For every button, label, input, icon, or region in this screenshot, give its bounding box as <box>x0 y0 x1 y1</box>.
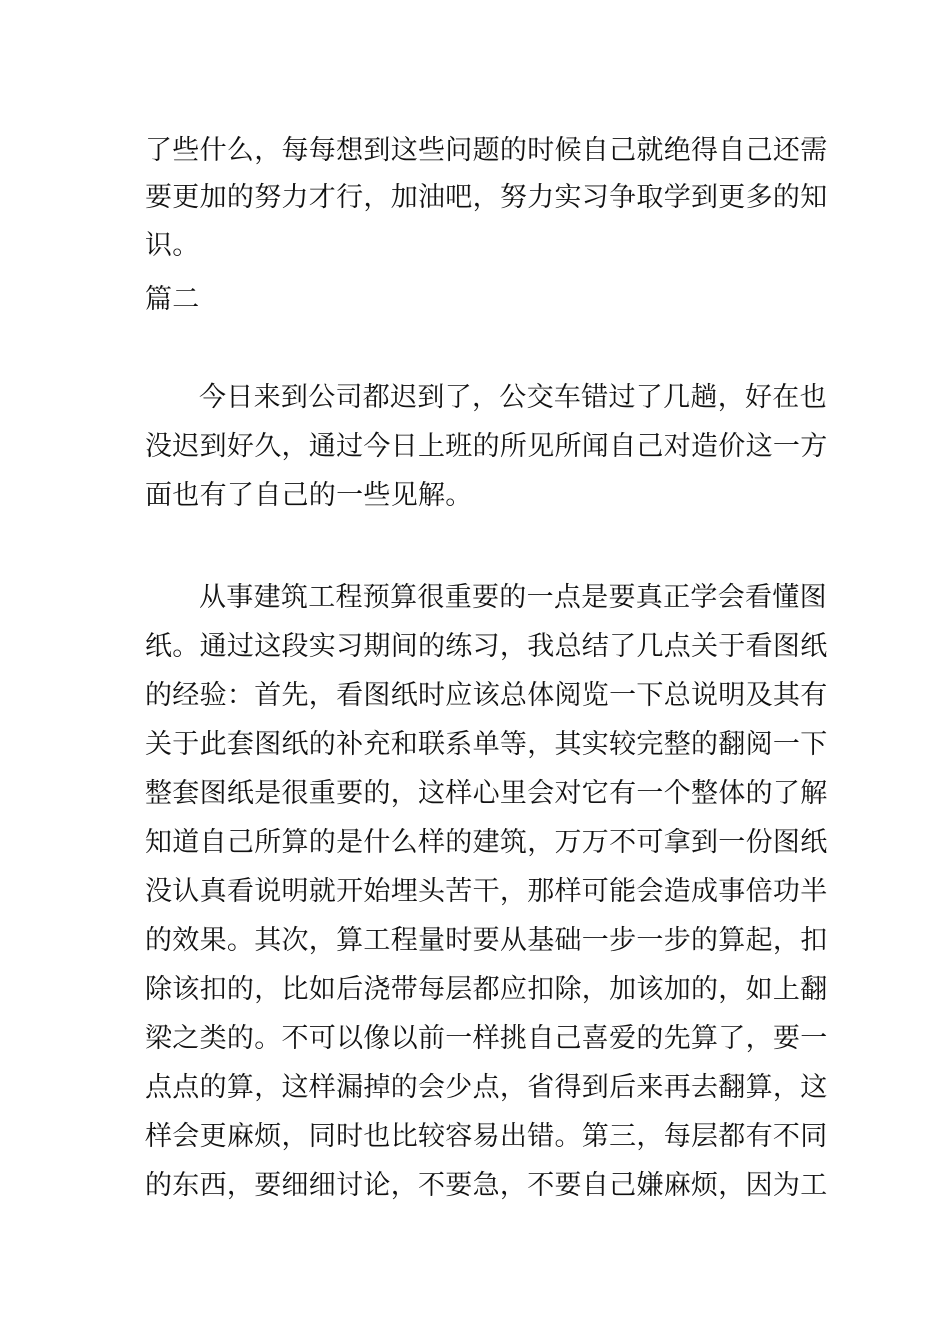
text-line: 从事建筑工程预算很重要的一点是要真正学会看懂图 <box>199 582 827 613</box>
text-line: 关于此套图纸的补充和联系单等，其实较完整的翻阅一下 <box>145 729 828 760</box>
text-line: 没认真看说明就开始埋头苦干，那样可能会造成事倍功半 <box>145 876 828 907</box>
text-line: 的东西，要细细讨论，不要急，不要自己嫌麻烦，因为工 <box>145 1170 828 1201</box>
text-line: 的经验：首先，看图纸时应该总体阅览一下总说明及其有 <box>145 680 828 711</box>
text-line: 的效果。其次，算工程量时要从基础一步一步的算起，扣 <box>145 925 828 956</box>
section-heading: 篇二 <box>145 284 200 315</box>
text-line: 样会更麻烦，同时也比较容易出错。第三，每层都有不同 <box>145 1121 828 1152</box>
text-line: 面也有了自己的一些见解。 <box>145 480 473 511</box>
text-line: 要更加的努力才行，加油吧，努力实习争取学到更多的知 <box>145 182 828 213</box>
text-line: 今日来到公司都迟到了，公交车错过了几趟，好在也 <box>199 382 827 413</box>
text-line: 了些什么，每每想到这些问题的时候自己就绝得自己还需 <box>145 135 828 166</box>
text-line: 没迟到好久，通过今日上班的所见所闻自己对造价这一方 <box>145 431 828 462</box>
text-line: 除该扣的，比如后浇带每层都应扣除，加该加的，如上翻 <box>145 974 828 1005</box>
text-line: 整套图纸是很重要的，这样心里会对它有一个整体的了解 <box>145 778 828 809</box>
text-line: 点点的算，这样漏掉的会少点，省得到后来再去翻算，这 <box>145 1072 828 1103</box>
text-line: 知道自己所算的是什么样的建筑，万万不可拿到一份图纸 <box>145 827 828 858</box>
text-line: 识。 <box>145 230 200 261</box>
text-line: 纸。通过这段实习期间的练习，我总结了几点关于看图纸 <box>145 631 828 662</box>
text-line: 梁之类的。不可以像以前一样挑自己喜爱的先算了，要一 <box>145 1023 828 1054</box>
